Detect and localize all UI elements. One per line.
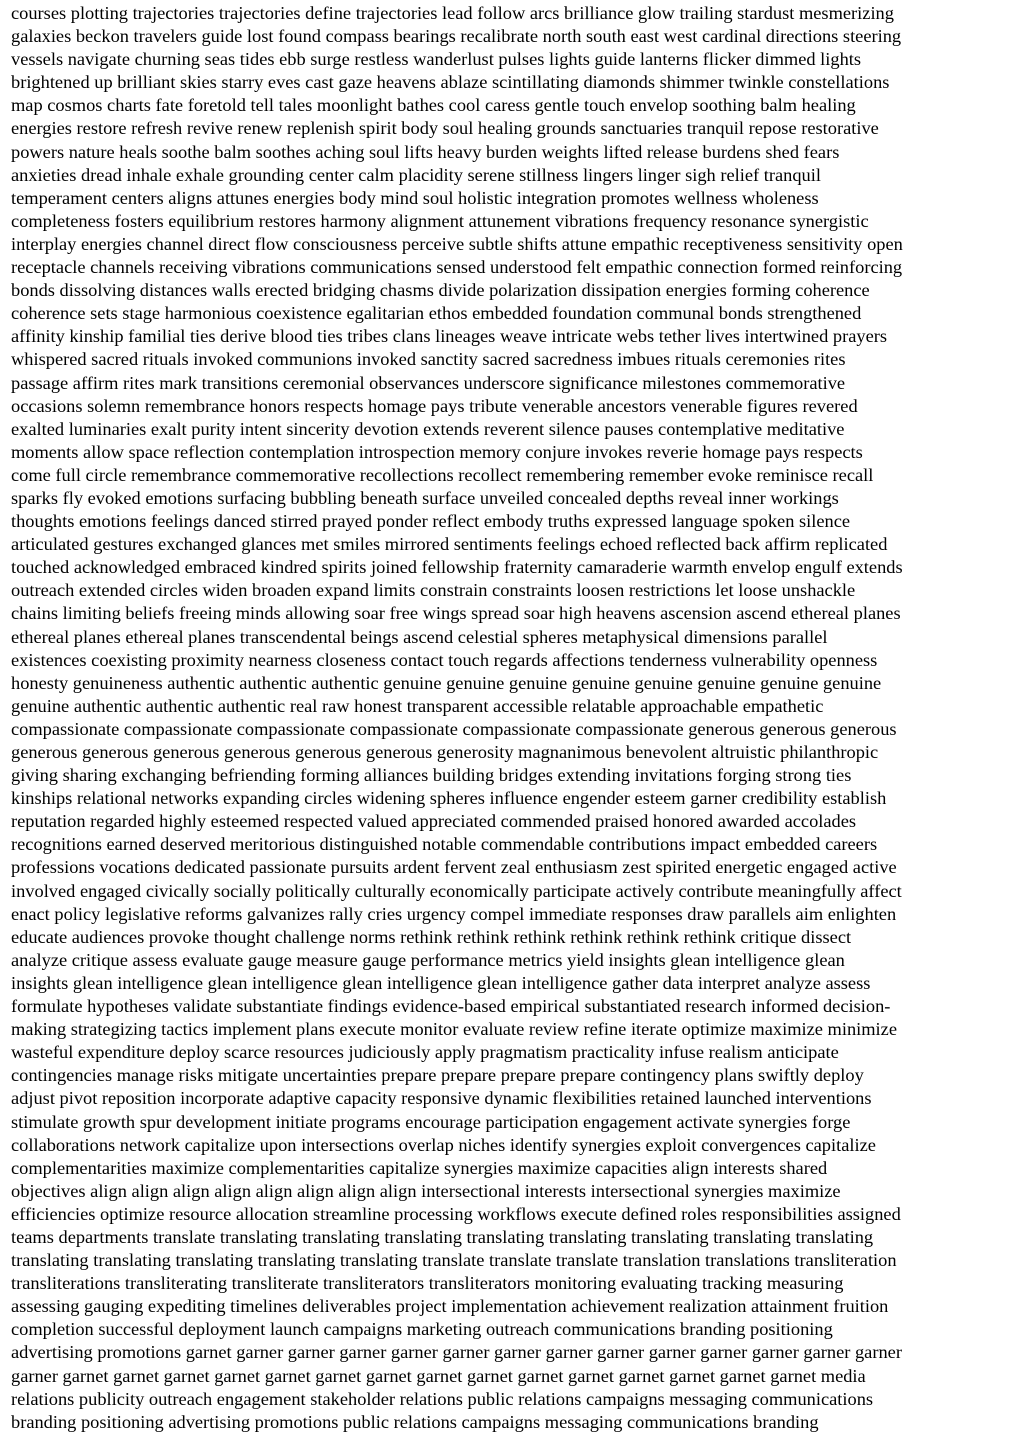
text-line: adjust pivot reposition incorporate adaptive capacity responsive dynamic flexibilities retained launched interventions [11,1088,872,1109]
text-line: involved engaged civically socially politically culturally economically participate actively contribute meaningfully affect [11,880,902,901]
text-line: galaxies beckon travelers guide lost found compass bearings recalibrate north south east west cardinal directions steering [11,26,902,47]
text-line: powers nature heals soothe balm soothes aching soul lifts heavy burden weights lifted release burdens shed fears [11,141,840,162]
text-line: interplay energies channel direct flow consciousness perceive subtle shifts attune empathic receptiveness sensitivity open [11,233,903,254]
text-line: teams departments translate translating translating translating translating translating translating translating translating [11,1226,874,1247]
text-line: genuine authentic authentic authentic real raw honest transparent accessible relatable approachable empathetic [11,695,824,716]
text-line: temperament centers aligns attunes energies body mind soul holistic integration promotes wellness wholeness [11,187,819,208]
text-line: bonds dissolving distances walls erected bridging chasms divide polarization dissipation energies forming coherence [11,280,870,301]
text-line: honesty genuineness authentic authentic authentic genuine genuine genuine genuine genuine genuine genuine genuine [11,672,882,693]
text-line: professions vocations dedicated passionate pursuits ardent fervent zeal enthusiasm zest spirited energetic engaged active [11,857,897,878]
text-line: moments allow space reflection contemplation introspection memory conjure invokes reverie homage pays respects [11,441,863,462]
text-line: efficiencies optimize resource allocation streamline processing workflows execute defined roles responsibilities assigned [11,1203,901,1224]
text-line: enact policy legislative reforms galvanizes rally cries urgency compel immediate responses draw parallels aim enlighten [11,903,897,924]
text-line: articulated gestures exchanged glances met smiles mirrored sentiments feelings echoed reflected back affirm replicated [11,534,888,555]
text-line: transliterations transliterating transliterate transliterators transliterators monitoring evaluating tracking measuring [11,1273,844,1294]
text-line: completeness fosters equilibrium restores harmony alignment attunement vibrations frequency resonance synergistic [11,210,869,231]
text-line: branding positioning advertising promotions public relations campaigns messaging communications branding [11,1411,819,1432]
text-line: sparks fly evoked emotions surfacing bubbling beneath surface unveiled concealed depths reveal inner workings [11,487,839,508]
text-line: chains limiting beliefs freeing minds allowing soar free wings spread soar high heavens ascension ascend ethereal planes [11,603,901,624]
text-line: assessing gauging expediting timelines deliverables project implementation achievement realization attainment fruition [11,1296,889,1317]
text-line: generous generous generous generous generous generous generosity magnanimous benevolent altruistic philanthropic [11,742,879,762]
text-line: complementarities maximize complementarities capitalize synergies maximize capacities align interests shared [11,1157,828,1178]
text-line: analyze critique assess evaluate gauge measure gauge performance metrics yield insights glean intelligence glean [11,949,845,970]
text-line: stimulate growth spur development initiate programs encourage participation engagement activate synergies forge [11,1111,851,1132]
text-line: anxieties dread inhale exhale grounding center calm placidity serene stillness lingers linger sigh relief tranquil [11,164,821,185]
text-line: receptacle channels receiving vibrations communications sensed understood felt empathic connection formed reinforcing [11,257,903,278]
text-line: recognitions earned deserved meritorious distinguished notable commendable contributions impact embedded careers [11,834,878,855]
text-line: courses plotting trajectories trajectories define trajectories lead follow arcs brilliance glow trailing stardust mesmerizing [11,3,894,23]
text-line: map cosmos charts fate foretold tell tales moonlight bathes cool caress gentle touch envelop soothing balm healing [11,95,856,116]
text-line: garner garnet garnet garnet garnet garnet garnet garnet garnet garnet garnet garnet garnet garnet garnet garnet media [11,1365,866,1386]
text-line: outreach extended circles widen broaden expand limits constrain constraints loosen restrictions let loose unshackle [11,580,856,601]
text-line: insights glean intelligence glean intelligence glean intelligence glean intelligence gather data interpret analyze assess [11,972,871,993]
text-line: advertising promotions garnet garner garner garner garner garner garner garner garner garner garner garner garner garner [11,1342,902,1363]
text-line: coherence sets stage harmonious coexistence egalitarian ethos embedded foundation communal bonds strengthened [11,303,862,324]
text-line: objectives align align align align align align align align intersectional interests intersectional synergies maximize [11,1180,841,1201]
text-line: translating translating translating translating translating translate translate translate translation translations transliteration [11,1250,897,1271]
text-line: formulate hypotheses validate substantiate findings evidence-based empirical substantiated research informed decision- [11,996,891,1017]
text-line: exalted luminaries exalt purity intent sincerity devotion extends reverent silence pauses contemplative meditative [11,418,845,439]
text-line: touched acknowledged embraced kindred spirits joined fellowship fraternity camaraderie warmth envelop engulf extends [11,557,903,578]
text-line: giving sharing exchanging befriending forming alliances building bridges extending invitations forging strong ties [11,765,852,786]
text-line: affinity kinship familial ties derive blood ties tribes clans lineages weave intricate webs tether lives intertwined prayers [11,326,888,347]
text-line: collaborations network capitalize upon intersections overlap niches identify synergies exploit convergences capitalize [11,1134,876,1155]
text-line: wasteful expenditure deploy scarce resources judiciously apply pragmatism practicality infuse realism anticipate [11,1042,839,1063]
text-line: passage affirm rites mark transitions ceremonial observances underscore significance milestones commemorative [11,372,846,393]
text-line: come full circle remembrance commemorative recollections recollect remembering remember evoke reminisce recall [11,464,874,485]
text-line: energies restore refresh revive renew replenish spirit body soul healing grounds sanctuaries tranquil repose restorative [11,118,879,139]
text-line: brightened up brilliant skies starry eves cast gaze heavens ablaze scintillating diamonds shimmer twinkle constellations [11,72,890,93]
text-line: ethereal planes ethereal planes transcendental beings ascend celestial spheres metaphysical dimensions parallel [11,626,828,647]
text-line: compassionate compassionate compassionate compassionate compassionate compassionate generous generous generous [11,718,897,739]
text-line: existences coexisting proximity nearness closeness contact touch regards affections tenderness vulnerability openness [11,649,878,670]
text-line: completion successful deployment launch campaigns marketing outreach communications branding positioning [11,1319,833,1340]
text-line: thoughts emotions feelings danced stirred prayed ponder reflect embody truths expressed language spoken silence [11,511,851,532]
text-line: occasions solemn remembrance honors respects homage pays tribute venerable ancestors venerable figures revered [11,395,858,416]
text-line: reputation regarded highly esteemed respected valued appreciated commended praised honored awarded accolades [11,811,857,832]
text-line: educate audiences provoke thought challenge norms rethink rethink rethink rethink rethink rethink critique dissect [11,926,852,947]
text-line: whispered sacred rituals invoked communions invoked sanctity sacred sacredness imbues rituals ceremonies rites [11,349,846,370]
text-line: kinships relational networks expanding circles widening spheres influence engender esteem garner credibility establish [11,788,887,809]
text-line: vessels navigate churning seas tides ebb surge restless wanderlust pulses lights guide lanterns flicker dimmed lights [11,49,862,70]
text-line: making strategizing tactics implement plans execute monitor evaluate review refine iterate optimize maximize minimize [11,1019,897,1040]
text-line: contingencies manage risks mitigate uncertainties prepare prepare prepare prepare contingency plans swiftly deploy [11,1065,864,1086]
text-line: relations publicity outreach engagement stakeholder relations public relations campaigns messaging communications [11,1388,874,1409]
